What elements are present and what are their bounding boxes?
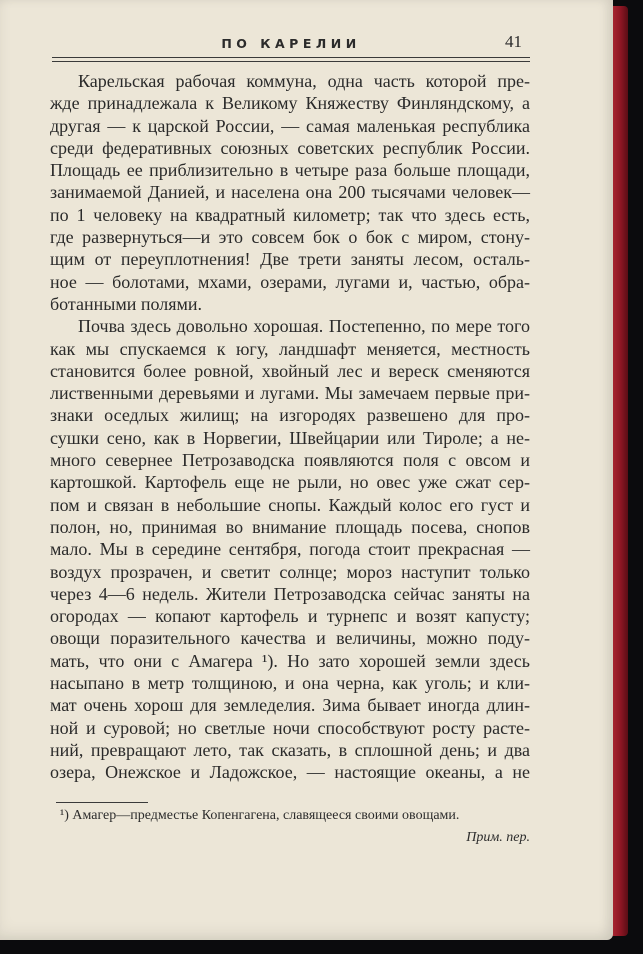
footnote-signature: Прим. пер. [466,830,530,845]
text-line: другая — к царской России, — самая маленькая республика [50,115,530,136]
page-number: 41 [505,32,522,51]
text-line: становится более ровной, хвойный лес и вереск сменяются [50,360,530,381]
text-line: среди федеративных союзных советских республик России. [50,137,530,158]
text-line: через 4—6 недель. Жители Петрозаводска сейчас заняты на [50,583,530,604]
header-rule-top [52,57,530,58]
text-line: жде принадлежала к Великому Княжеству Финляндскому, а [50,93,530,114]
running-head: ПО КАРЕЛИИ [221,36,361,51]
text-line: картошкой. Картофель еще не рыли, но овес уже сжат сер- [50,472,530,493]
text-line: Почва здесь довольно хорошая. Постепенно, по мере того [78,316,530,337]
page-header [52,32,530,66]
text-line: по 1 человеку на квадратный километр; так что здесь есть, [50,204,530,225]
text-line: знаки оседлых жилищ; на изгородях развешено для про- [50,405,530,426]
text-line: мат очень хорош для земледелия. Зима бывает иногда длин- [50,695,530,716]
text-line: где развернуться—и это совсем бок о бок с миром, стону- [50,227,530,248]
text-line: Площадь ее приблизительно в четыре раза больше площади, [50,160,530,181]
text-line: щим от переуплотнения! Две трети заняты лесом, осталь- [50,249,530,270]
header-rule-bottom [52,61,530,62]
text-line: много севернее Петрозаводска появляются поля с овсом и [50,450,530,471]
text-line: насыпано в метр толщиною, и она черна, как уголь; и кли- [50,673,530,694]
text-line: Карельская рабочая коммуна, одна часть которой пре- [78,71,530,91]
text-line: мало. Мы в середине сентября, погода стоит прекрасная — [50,539,530,560]
text-line: занимаемой Данией, и населена она 200 тысячами человек— [50,182,530,203]
text-line: ной и суровой; но светлые ночи способствуют росту расте- [50,717,530,738]
text-line: мать, что они с Амагера ¹). Но зато хорошей земли здесь [50,650,530,671]
footnote-rule [56,802,148,803]
footnote-text: ¹) Амагер—предместье Копенгагена, славящееся своими овощами. [60,808,460,823]
text-line: лиственными деревьями и лугами. Мы замечаем первые при- [50,383,530,404]
text-line: пом и связан в небольшие снопы. Каждый колос его густ и [50,494,530,515]
text-line: сушки сено, как в Норвегии, Швейцарии или Тироле; а не- [50,427,530,448]
text-line: огородах — копают картофель и турнепс и возят капусту; [50,606,530,627]
text-line: воздух прозрачен, и светит солнце; мороз наступит только [50,561,530,582]
body-text [50,70,530,784]
text-line: ное — болотами, мхами, озерами, лугами и, частью, обра- [50,271,530,292]
text-line: озера, Онежское и Ладожское, — настоящие океаны, а не [50,762,530,783]
text-line: как мы спускаемся к югу, ландшафт меняется, местность [50,338,530,359]
text-line: ботанными полями. [50,293,203,314]
text-line: овощи поразительного качества и величины, можно поду- [50,628,530,649]
text-line: полон, но, принимая во внимание площадь посева, снопов [50,516,530,537]
text-line: ний, превращают лето, так сказать, в сплошной день; и два [50,739,530,760]
